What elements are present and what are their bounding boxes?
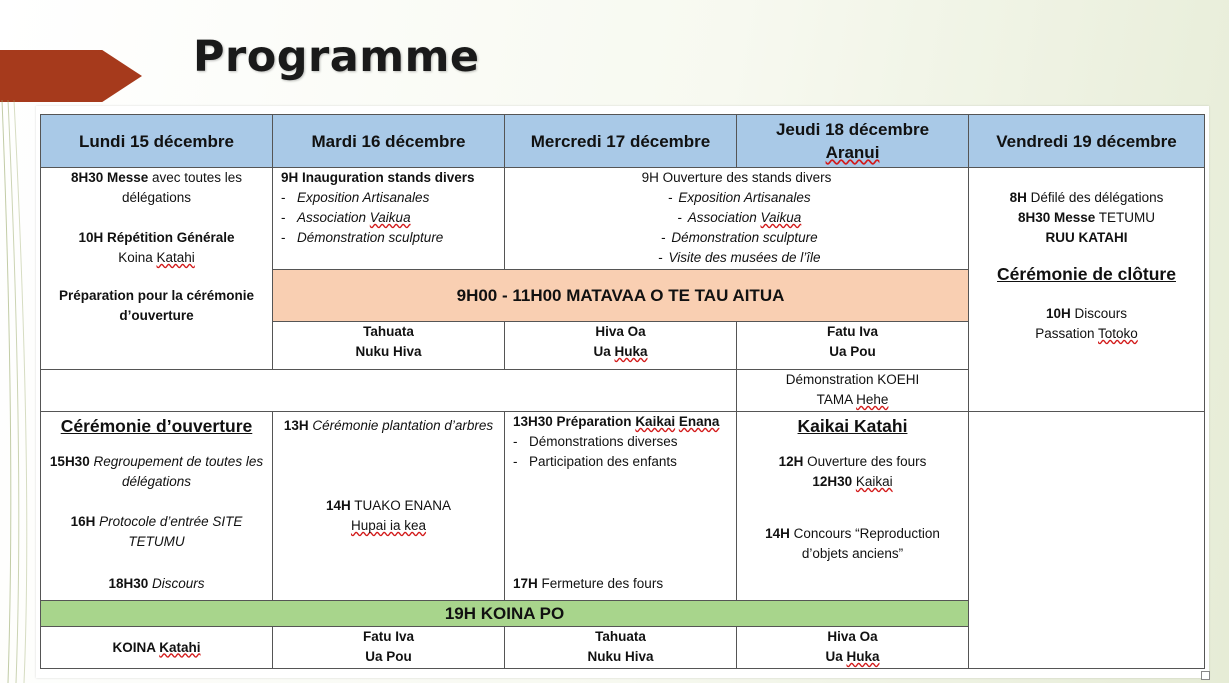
thu-kaikai: 12H30 Kaikai <box>812 474 893 489</box>
list-item: - Participation des enfants <box>513 452 728 472</box>
band-koina-po: 19H KOINA PO <box>41 601 969 627</box>
cell-thursday-afternoon <box>737 412 969 601</box>
wed-activity-list <box>513 432 728 472</box>
mon-regroupement: 15H30 Regroupement de toutes les délégations <box>49 454 264 489</box>
fri-discours: 10H Discours <box>1045 306 1128 321</box>
fri-closing-title: Cérémonie de clôture <box>997 264 1176 284</box>
thu-ouverture-fours: 12H Ouverture des fours <box>778 454 927 469</box>
tue-inauguration: 9H Inauguration stands divers <box>281 170 475 185</box>
list-item: - Visite des musées de l’île <box>513 248 960 268</box>
mon-messe: 8H30 Messe avec toutes les délégations <box>70 170 243 205</box>
header-thursday-place: Aranui <box>825 143 880 162</box>
list-item: - Exposition Artisanales <box>281 188 496 208</box>
thu-concours: 14H Concours “Reproduction d’objets anciens” <box>765 526 940 561</box>
cell-monday-morning <box>41 168 273 370</box>
mon-repetition: 10H Répétition Générale <box>78 230 235 245</box>
fri-messe: 8H30 Messe TETUMU <box>1017 210 1156 225</box>
cell-empty-demo <box>41 370 737 412</box>
list-item: - Exposition Artisanales <box>513 188 960 208</box>
fri-passation: Passation Totoko <box>1035 326 1138 341</box>
title-arrow-shape <box>0 50 142 102</box>
list-item: - Association Vaikua <box>281 208 496 228</box>
header-friday: Vendredi 19 décembre <box>969 115 1205 168</box>
row-afternoon <box>41 412 1205 601</box>
list-item: - Démonstration sculpture <box>513 228 960 248</box>
page-title: Programme <box>193 32 480 82</box>
cell-wednesday-islands: Hiva Oa Ua Huka <box>505 322 737 370</box>
mon-opening-title: Cérémonie d’ouverture <box>60 416 253 436</box>
header-monday: Lundi 15 décembre <box>41 115 273 168</box>
list-item: - Association Vaikua <box>513 208 960 228</box>
wed-preparation: 13H30 Préparation Kaikai Enana <box>513 414 720 429</box>
resize-handle[interactable] <box>1201 671 1210 680</box>
fri-ruu-katahi: RUU KATAHI <box>1045 230 1128 245</box>
tue-tuako: 14H TUAKO ENANA <box>325 498 452 513</box>
header-wednesday: Mercredi 17 décembre <box>505 115 737 168</box>
mon-discours: 18H30 Discours <box>108 576 205 591</box>
fri-defile: 8H Défilé des délégations <box>1009 190 1164 205</box>
tue-stand-list <box>281 188 496 248</box>
mon-preparation: Préparation pour la cérémonie d’ouverture <box>58 288 255 323</box>
mon-protocole: 16H Protocole d’entrée SITE TETUMU <box>70 514 243 549</box>
cell-wednesday-evening: Tahuata Nuku Hiva <box>505 627 737 669</box>
cell-monday-afternoon <box>41 412 273 601</box>
tue-plantation: 13H Cérémonie plantation d’arbres <box>283 418 494 433</box>
decorative-curves <box>0 100 40 683</box>
header-thursday <box>737 115 969 168</box>
cell-tuesday-afternoon <box>273 412 505 601</box>
cell-friday-morning <box>969 168 1205 412</box>
header-thursday-date: Jeudi 18 décembre <box>775 120 930 139</box>
wedthu-stand-list <box>513 188 960 268</box>
cell-wed-thu-morning <box>505 168 969 270</box>
cell-tuesday-morning <box>273 168 505 270</box>
band-matavaa: 9H00 - 11H00 MATAVAA O TE TAU AITUA <box>273 270 969 322</box>
schedule-table <box>40 114 1205 669</box>
cell-monday-evening: KOINA Katahi <box>41 627 273 669</box>
cell-tuesday-islands: Tahuata Nuku Hiva <box>273 322 505 370</box>
cell-friday-afternoon-empty <box>969 412 1205 669</box>
list-item: - Démonstration sculpture <box>281 228 496 248</box>
list-item: - Démonstrations diverses <box>513 432 728 452</box>
header-tuesday: Mardi 16 décembre <box>273 115 505 168</box>
schedule-sheet <box>36 106 1209 678</box>
cell-thursday-islands: Fatu Iva Ua Pou <box>737 322 969 370</box>
row-morning <box>41 168 1205 270</box>
wed-fermeture: 17H Fermeture des fours <box>513 576 664 591</box>
cell-tuesday-evening: Fatu Iva Ua Pou <box>273 627 505 669</box>
wedthu-title: 9H Ouverture des stands divers <box>641 170 832 185</box>
mon-koina: Koina Katahi <box>118 250 195 265</box>
cell-thursday-demo: Démonstration KOEHI TAMA Hehe <box>737 370 969 412</box>
header-row <box>41 115 1205 168</box>
tue-hupai: Hupai ia kea <box>350 518 427 533</box>
cell-thursday-evening: Hiva Oa Ua Huka <box>737 627 969 669</box>
thu-kaikai-title: Kaikai Katahi <box>797 416 908 436</box>
cell-wednesday-afternoon <box>505 412 737 601</box>
